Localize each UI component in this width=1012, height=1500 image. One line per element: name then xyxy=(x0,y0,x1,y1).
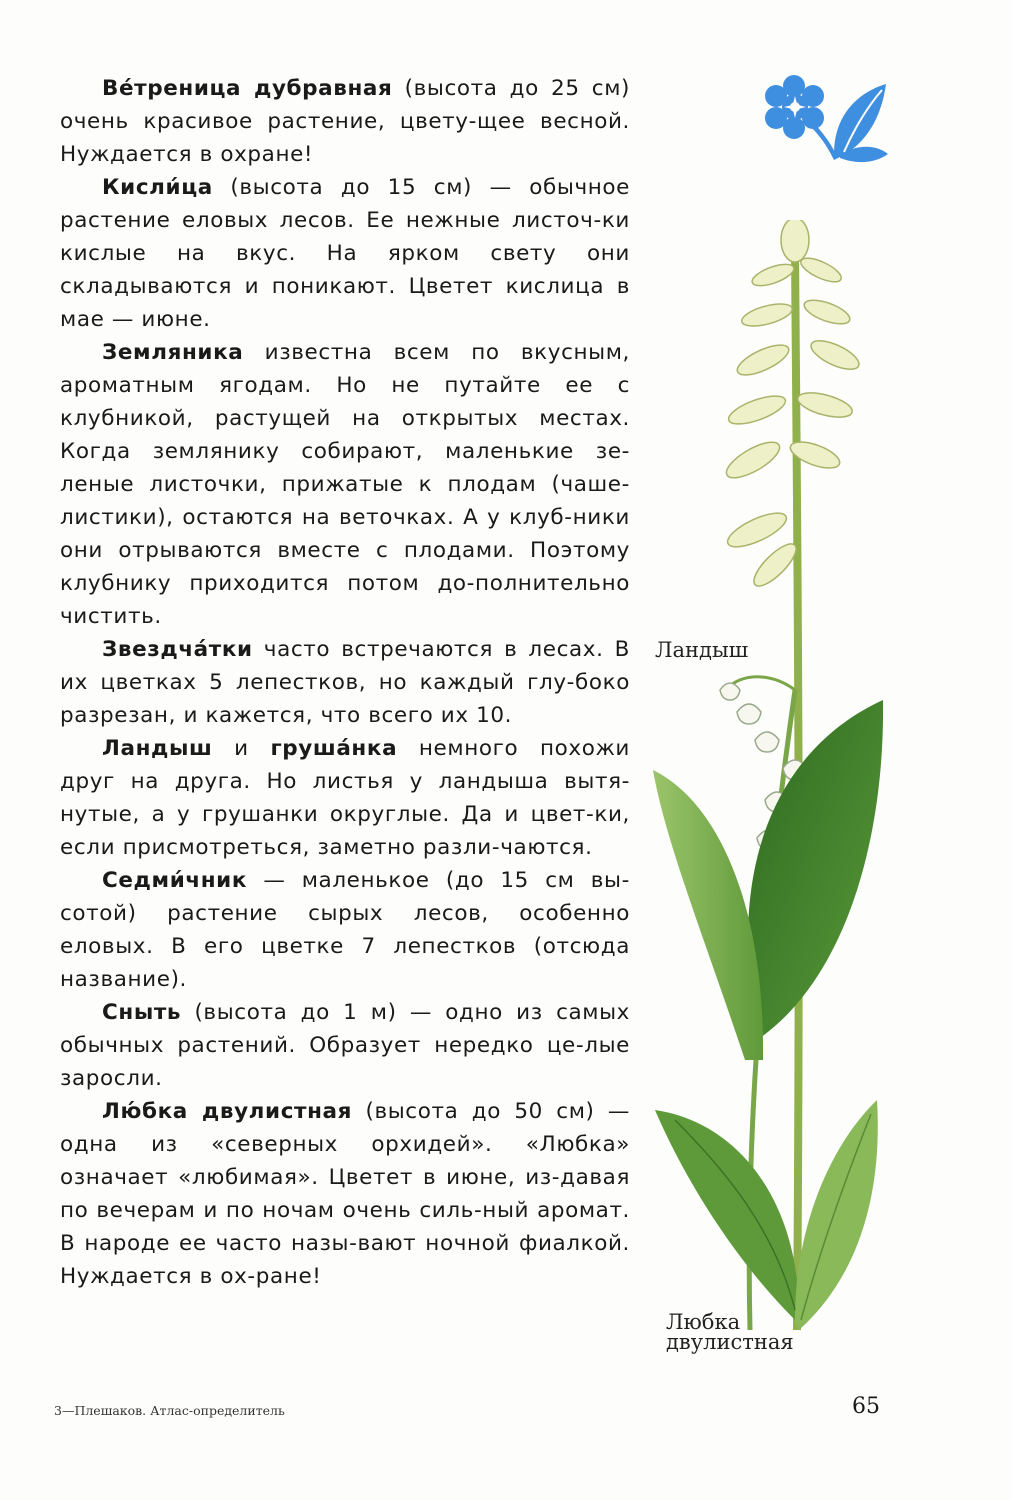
blue-flower-leaf-icon xyxy=(764,74,890,164)
desc-zemlyanika: известна всем по вкусным, ароматным ягодам. Но не путайте ее с клубникой, растущей на открытых местах. Когда землянику собирают, маленькие зе-леные листочки, прижатые к плодам (чаше-листики), остаются на веточках. А у клуб-ники они отрываются вместе с плодами. Поэтому клубнику приходится потом до-полнительно чистить. xyxy=(60,340,630,629)
caption-landysh: Ландыш xyxy=(655,638,749,662)
term-grushanka: груша́нка xyxy=(270,736,398,761)
paragraph-sedmichnik xyxy=(60,864,630,996)
term-landysh: Ландыш xyxy=(102,736,213,761)
term-zemlyanika: Земляника xyxy=(102,340,244,365)
plant-illustration xyxy=(645,220,895,1354)
desc-landysh: немного похожи друг на друга. Но листья у ландыша вытя-нутые, а у грушанки округлые. Да и цвет-ки, если присмотреться, заметно разли-чаются. xyxy=(60,736,630,860)
text-column xyxy=(60,72,630,1293)
paragraph-zemlyanika xyxy=(60,336,630,633)
lily-leaf-light xyxy=(653,770,763,1060)
paragraph-kislitsa xyxy=(60,171,630,336)
term-sedmichnik: Седми́чник xyxy=(102,868,248,893)
term-snyt: Сныть xyxy=(102,1000,182,1025)
paragraph-lyubka xyxy=(60,1095,630,1293)
term-kislitsa: Кисли́ца xyxy=(102,175,213,200)
caption-lyubka: Любка двулистная xyxy=(666,1310,794,1354)
footer-source: 3—Плешаков. Атлас-определитель xyxy=(54,1403,285,1418)
desc-sedmichnik: — маленькое (до 15 см вы-сотой) растение сырых лесов, особенно еловых. В его цветке 7 лепестков (отсюда название). xyxy=(60,868,630,992)
desc-vetrenitsa: (высота до 25 см) очень красивое растение, цвету-щее весной. Нуждается в охране! xyxy=(60,76,631,167)
term-zvezdchatki: Звездча́тки xyxy=(102,637,253,662)
paragraph-vetrenitsa xyxy=(60,72,630,171)
term-lyubka: Лю́бка двулистная xyxy=(102,1099,353,1124)
conjunction: и xyxy=(212,736,271,761)
desc-zvezdchatki: часто встречаются в лесах. В их цветках 5 лепестков, но каждый глу-боко разрезан, и кажется, что всего их 10. xyxy=(60,637,630,728)
paragraph-zvezdchatki xyxy=(60,633,630,732)
page-number: 65 xyxy=(852,1394,880,1419)
orchid-leaf-left xyxy=(655,1110,797,1320)
desc-snyt: (высота до 1 м) — одно из самых обычных растений. Образует нередко це-лые заросли. xyxy=(60,1000,630,1091)
paragraph-snyt xyxy=(60,996,630,1095)
desc-lyubka: (высота до 50 см) — одна из «северных орхидей». «Любка» означает «любимая». Цветет в июне, из-давая по вечерам и по ночам очень силь-ный аромат. В народе ее часто назы-вают ночной фиалкой. Нуждается в ох-ране! xyxy=(60,1099,630,1289)
desc-kislitsa: (высота до 15 см) — обычное растение еловых лесов. Ее нежные листоч-ки кислые на вкус. На ярком свету они складываются и поникают. Цветет кислица в мае — июне. xyxy=(60,175,630,332)
term-vetrenitsa: Ве́треница дубравная xyxy=(102,76,393,101)
paragraph-landysh xyxy=(60,732,630,864)
